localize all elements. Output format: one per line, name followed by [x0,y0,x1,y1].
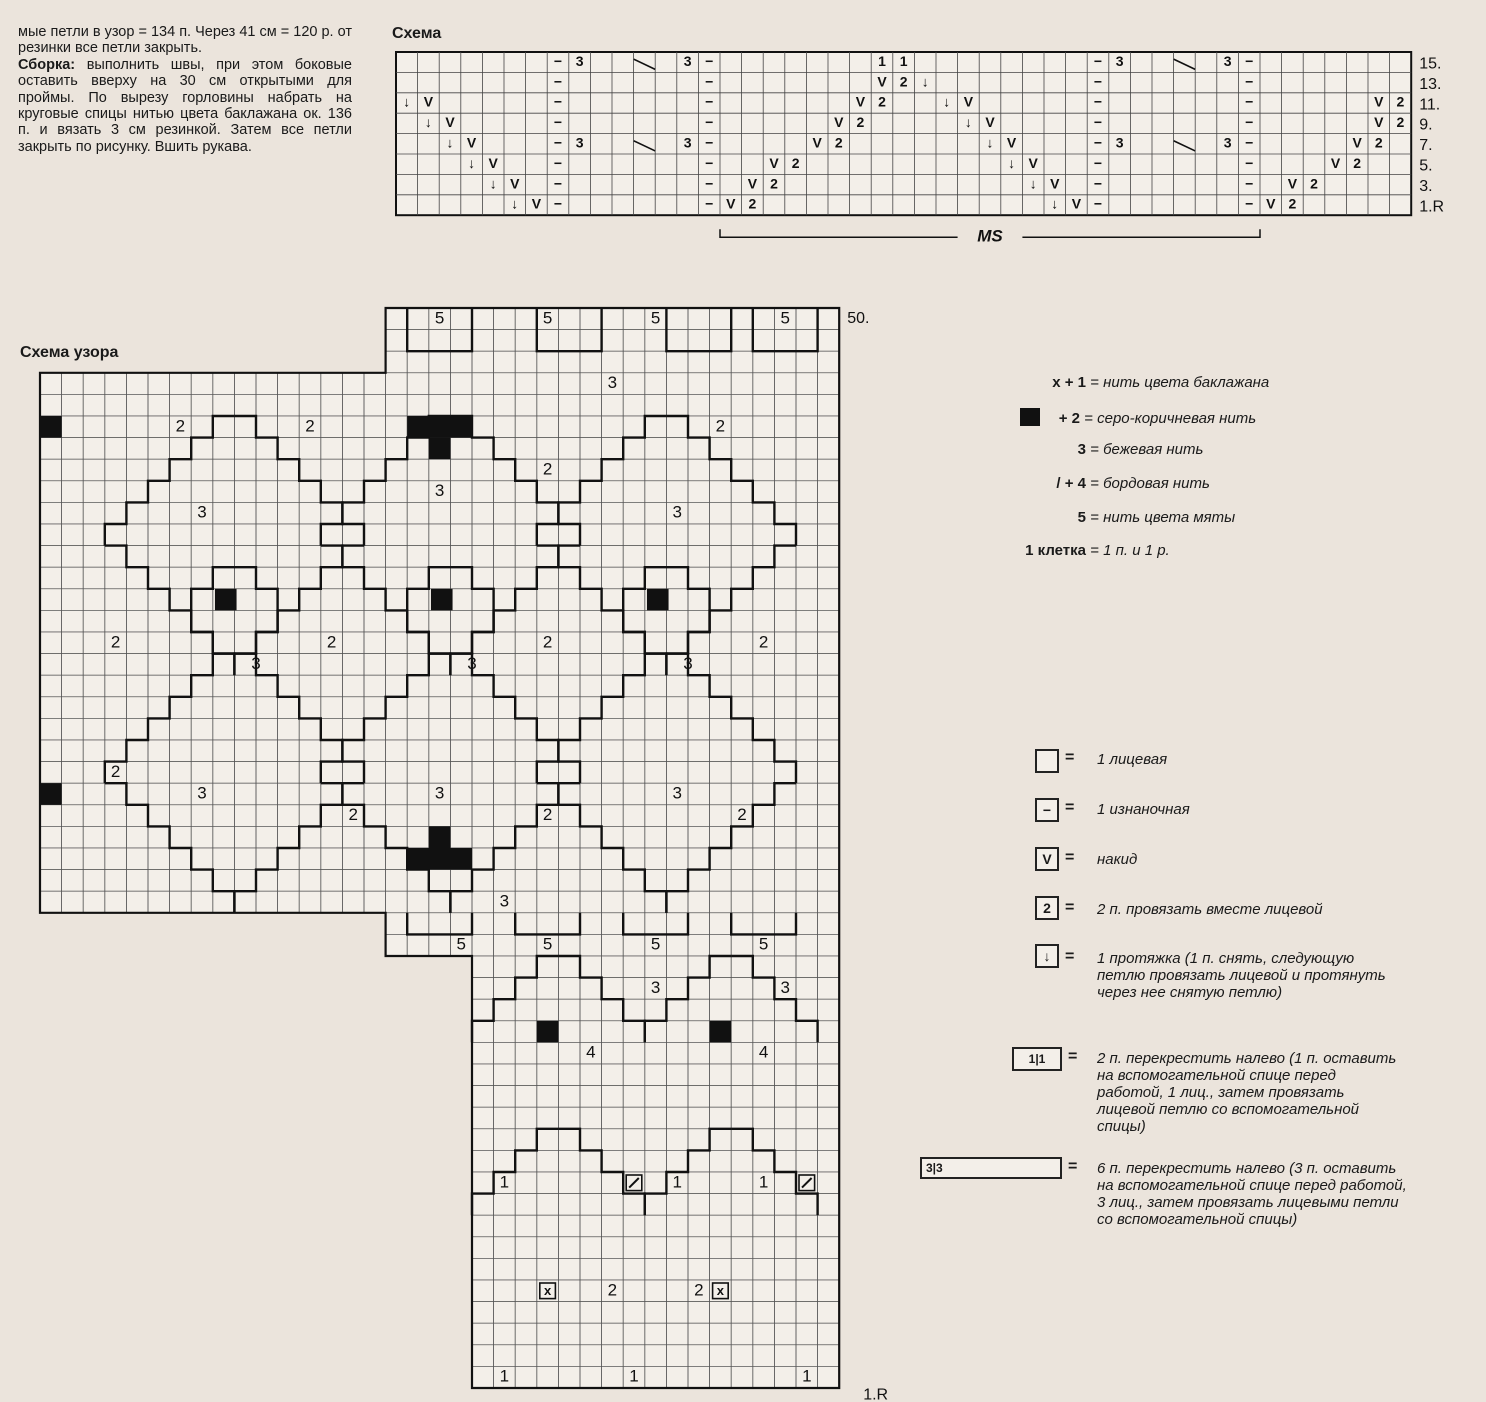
grid-row [472,1323,839,1345]
chart2-bottom-row-label: 1.R [863,1386,889,1400]
grid-row [472,1150,839,1172]
cable-3-cell: 3 [1223,52,1232,69]
grid-row [472,1215,839,1237]
grid-row [40,654,839,676]
lace-cell: 2 [1310,175,1318,192]
colour-number: 5 [650,934,661,954]
purl-cell: − [1245,52,1254,69]
colour-number: 1 [499,1172,510,1192]
lace-cell: V [1006,134,1017,151]
colour-number: 2 [737,805,747,825]
colour-number: 2 [758,632,769,652]
legend-cross-6: 6 п. перекрестить налево (3 п. оставить на вспомогательной спице перед работой, 3 лиц., затем провязать лицевыми петли со вспомогательной спицы) [1097,1160,1407,1228]
legend-k2tog: 2 п. провязать вместе лицевой [1097,901,1323,918]
colour-number: 2 [694,1280,704,1300]
lace-cell: V [855,93,866,110]
grid-row [472,1302,839,1324]
cable-3-cell: 3 [1115,134,1124,151]
colour-number: 3 [499,891,510,911]
colour-number: 2 [607,1280,618,1300]
purl-cell: − [1245,134,1254,151]
purl-cell: − [705,114,714,131]
chart2-top-row-label: 50. [847,310,870,328]
fill-cell [429,826,451,848]
colour-number: 2 [542,632,553,652]
grid-row [472,1194,839,1216]
fill-cell [215,589,237,611]
colour-number: 1 [499,1366,510,1386]
lace-cell: 2 [1396,114,1405,131]
grid-row [472,999,839,1021]
grid-row [386,913,840,935]
intro-text [18,24,352,155]
lace-cell: V [1352,134,1362,151]
colour-number: 1 [802,1366,812,1386]
lace-cell: ↓ [1029,175,1037,192]
chart2-title: Схема узора [20,344,119,361]
intro-paragraph-1: мые петли в узор = 134 п. Через 41 см = 120 р. от резинки все петли закрыть. [18,24,352,57]
lace-cell: ↓ [1051,195,1059,212]
purl-cell: − [705,52,714,69]
grid-row [472,1042,839,1064]
cross-6-icon: 3|3 [920,1157,1062,1179]
chart1-row-label: 15. [1419,55,1442,73]
grid-row [40,394,839,416]
grid-row [472,1345,839,1367]
grid-row [40,870,839,892]
chart1-row-label: 3. [1419,177,1433,195]
legend-row-2: + 2 = серо-коричневая нить [1020,408,1256,427]
lace-cell: V [510,175,520,192]
lace-cell: 2 [878,93,886,110]
chart1-row-label: 11. [1419,96,1441,114]
colour-number: 3 [197,502,207,522]
grid-row [472,1086,839,1108]
colour-number: 2 [110,761,121,781]
lace-cell: V [747,175,758,192]
colour-number: 3 [672,502,682,522]
lace-cell: ↓ [986,134,994,151]
x-cell-icon: x [716,1283,725,1299]
legend-row-3: 3 = бежевая нить [1077,441,1204,458]
legend-row-1: x + 1 = нить цвета баклажана [1052,374,1270,391]
purl-cell: − [1245,73,1254,90]
colour-number: 3 [672,783,682,803]
grid-row [472,1107,839,1129]
yarn-over-icon: V [1035,847,1059,871]
lace-cell: 2 [1288,195,1297,212]
legend-slip-knit-pass: 1 протяжка (1 п. снять, следующую петлю провязать лицевой и протянуть через нее снятую петлю) [1097,950,1386,1001]
lace-cell: 2 [770,175,778,192]
colour-number: 2 [326,632,337,652]
purl-cell: − [705,175,714,192]
grid-row [40,502,839,524]
purl-cell: − [1245,93,1254,110]
cross-2-cell: 1 [899,52,908,69]
colour-number: 2 [542,459,553,479]
purl-cell: − [1245,195,1254,212]
lace-cell: 2 [1396,93,1405,110]
lace-cell: V [834,114,844,131]
purl-cell: − [705,73,714,90]
colour-number: 5 [456,934,466,954]
purl-cell: − [1093,134,1103,151]
legend-row-6: 1 клетка = 1 п. и 1 р. [1025,542,1170,559]
lace-cell: ↓ [921,73,929,90]
lace-cell: V [1374,114,1384,131]
cable-3-cell: 3 [683,134,692,151]
grid-row [472,1280,839,1302]
lace-cell: 2 [899,73,908,90]
grid-row [386,934,840,956]
grid-row [472,956,839,978]
colour-number: 3 [467,653,477,673]
purl-cell: − [705,195,714,212]
x-cell-icon: x [543,1283,552,1299]
purl-cell: − [705,134,714,151]
cross-2-cell: 1 [878,52,886,69]
colour-number: 5 [542,308,553,328]
fill-cell [40,416,62,438]
colour-number: 5 [434,308,445,328]
legend-knit: 1 лицевая [1097,751,1168,768]
colour-number: 3 [683,653,693,673]
fill-cell [647,589,669,611]
colour-number: 3 [650,977,661,997]
lace-cell: V [1071,195,1082,212]
colour-number: 2 [110,632,121,652]
fill-cell [431,589,453,611]
repeat-label: MS [977,226,1003,246]
dark-square-icon [1020,408,1040,426]
lace-cell: V [1050,175,1060,192]
grid-row [472,1366,839,1388]
purl-cell: − [553,93,563,110]
colour-number: 3 [434,481,445,501]
grid-row [40,567,839,589]
colour-number: 4 [586,1042,596,1062]
lace-cell: V [769,154,779,171]
grid-row [472,1237,839,1259]
grid-row [40,805,839,827]
grid-row [40,675,839,697]
purl-cell: − [553,114,563,131]
lace-cell: 2 [834,134,843,151]
lace-cell: ↓ [424,114,432,131]
legend-yarn-over: накид [1097,851,1138,868]
lace-cell: ↓ [964,114,972,131]
purl-cell: − [1093,114,1103,131]
lace-cell: V [1374,93,1384,110]
purl-cell: − [1093,195,1103,212]
purl-cell: − [1093,175,1103,192]
fill-cell [407,848,472,870]
purl-cell: − [553,154,563,171]
grid-row [386,351,840,373]
lace-cell: V [877,73,887,90]
legend-row-5: 5 = нить цвета мяты [1077,509,1236,526]
fill-cell [407,416,472,438]
lace-cell: V [726,195,736,212]
lace-cell: V [1028,154,1038,171]
cable-3-cell: 3 [1223,134,1232,151]
assembly-text: выполнить швы, при этом боковые оставить вверху на 30 см открытыми для проймы. По вырезу горловины набрать на круговые спицы нитью цвета баклажана ок. 136 п. и вязать 3 см резинкой. Затем все петли закрыть по рисунку. Вшить рукава. [18,56,352,155]
colour-number: 1 [629,1366,639,1386]
grid-row [386,330,840,352]
colour-number: 5 [758,934,769,954]
cable-3-cell: 3 [575,134,584,151]
colour-number: 2 [175,416,186,436]
colour-number: 1 [758,1172,769,1192]
chart1-row-label: 9. [1419,116,1433,134]
chart2-grid [30,300,890,1400]
lace-cell: V [445,114,455,131]
lace-cell: ↓ [1008,154,1016,171]
purl-cell: − [553,195,563,212]
colour-number: 2 [305,416,315,436]
grid-row [472,1172,839,1194]
purl-cell: − [553,52,563,69]
purl-cell: − [705,154,714,171]
dash-icon: − [1035,798,1059,822]
colour-number: 3 [434,783,445,803]
lace-cell: ↓ [489,175,497,192]
legend-cross-2: 2 п. перекрестить налево (1 п. оставить на вспомогательной спице перед работой, 1 лиц., затем провязать лицевой петлю со вспомогательной спицы) [1097,1050,1397,1135]
colour-number: 3 [780,977,790,997]
colour-number: 3 [197,783,207,803]
grid-row [40,740,839,762]
purl-cell: − [1245,154,1254,171]
grid-row [40,373,839,395]
lace-cell: V [963,93,974,110]
chart1-row-label: 5. [1419,157,1433,175]
chart1-row-label: 7. [1419,137,1433,155]
lace-cell: ↓ [943,93,951,110]
intro-paragraph-2 [18,57,352,155]
lace-cell: V [1330,154,1341,171]
grid-row [472,1021,839,1043]
purl-cell: − [1245,114,1254,131]
purl-cell: − [705,93,714,110]
lace-cell: V [985,114,995,131]
grid-row [40,459,839,481]
assembly-label: Сборка: [18,56,76,73]
grid-row [472,1064,839,1086]
down-arrow-icon: ↓ [1035,944,1059,968]
lace-cell: 2 [791,154,800,171]
grid-row [40,524,839,546]
chart1-title: Схема [392,25,442,42]
colour-number: 2 [542,805,553,825]
colour-number: 5 [780,308,790,328]
grid-row [40,546,839,568]
colour-number: 2 [348,805,358,825]
grid-row [386,308,840,330]
purl-cell: − [1093,52,1103,69]
lace-cell: ↓ [468,154,476,171]
purl-cell: − [1093,93,1103,110]
cross-2-icon: 1|1 [1012,1047,1062,1071]
cable-3-cell: 3 [1115,52,1124,69]
lace-cell: ↓ [403,93,411,110]
lace-cell: V [1287,175,1298,192]
colour-number: 5 [542,934,553,954]
fill-cell [537,1021,559,1043]
grid-row [40,891,839,913]
cable-3-cell: 3 [575,52,584,69]
chart1-row-label: 13. [1419,75,1442,93]
legend-row-4: / + 4 = бордовая нить [1056,475,1210,492]
lace-cell: V [466,134,477,151]
fill-cell [710,1021,732,1043]
lace-cell: ↓ [446,134,454,151]
fill-cell [40,783,62,805]
purl-cell: − [1093,154,1103,171]
empty-square-icon [1035,749,1059,773]
lace-cell: V [531,195,542,212]
grid-row [472,1258,839,1280]
purl-cell: − [1093,73,1103,90]
lace-cell: 2 [1374,134,1383,151]
grid-row [40,697,839,719]
grid-row [40,762,839,784]
grid-row [40,632,839,654]
purl-cell: − [553,175,563,192]
colour-number: 2 [715,416,726,436]
colour-number: 5 [650,308,661,328]
legend-purl: 1 изнаночная [1097,801,1190,818]
colour-number: 1 [672,1172,682,1192]
grid-row [472,1129,839,1151]
chart1-grid [390,44,1480,256]
lace-cell: V [488,154,498,171]
k2tog-icon: 2 [1035,896,1059,920]
colour-number: 4 [758,1042,769,1062]
lace-cell: V [812,134,822,151]
grid-row [40,610,839,632]
lace-cell: 2 [748,195,757,212]
chart1-row-label: 1.R [1419,198,1445,216]
purl-cell: − [553,134,563,151]
lace-cell: ↓ [511,195,519,212]
lace-cell: V [423,93,434,110]
fill-cell [429,438,451,460]
colour-number: 3 [251,653,261,673]
lace-cell: V [1266,195,1276,212]
lace-cell: 2 [1353,154,1362,171]
purl-cell: − [553,73,563,90]
purl-cell: − [1245,175,1254,192]
cable-3-cell: 3 [683,52,692,69]
lace-cell: 2 [856,114,865,131]
colour-number: 3 [607,373,618,393]
grid-row [40,718,839,740]
